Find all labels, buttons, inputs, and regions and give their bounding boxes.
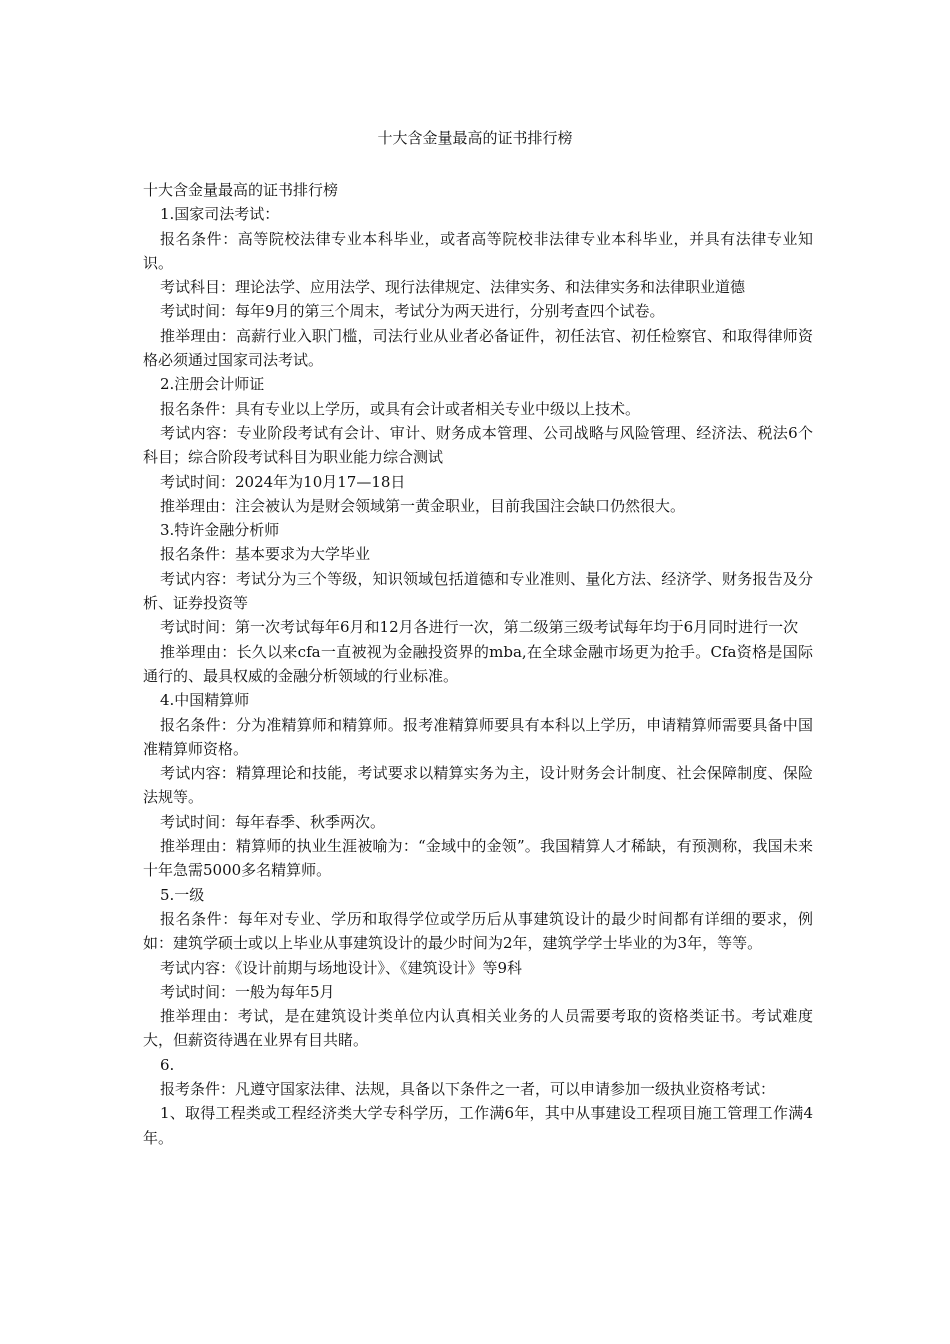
body-paragraph: 考试时间：第一次考试每年6月和12月各进行一次，第二级第三级考试每年均于6月同时进行一次	[160, 618, 799, 637]
body-paragraph: 考试内容：精算理论和技能，考试要求以精算实务为主，设计财务会计制度、社会保障制度、保险法规等。	[143, 764, 813, 807]
body-paragraph: 考试时间：每年春季、秋季两次。	[160, 812, 386, 831]
body-paragraph: 报考条件：凡遵守国家法律、法规，具备以下条件之一者，可以申请参加一级执业资格考试：	[160, 1079, 776, 1098]
body-paragraph: 4.中国精算师	[160, 691, 250, 710]
page-title: 十大含金量最高的证书排行榜	[377, 129, 573, 147]
body-paragraph: 报名条件：每年对专业、学历和取得学位或学历后从事建筑设计的最少时间都有详细的要求，例如：建筑学硕士或以上毕业从事建筑设计的最少时间为2年，建筑学学士毕业的为3年，等等。	[143, 909, 813, 953]
body-paragraph: 报名条件：基本要求为大学毕业	[160, 545, 371, 564]
body-paragraph: 推举理由：精算师的执业生涯被喻为：“金域中的金领”。我国精算人才稀缺，有预测称，我国未来十年急需5000多名精算师。	[143, 837, 813, 880]
body-heading: 十大含金量最高的证书排行榜	[143, 181, 339, 199]
body-paragraph: 2.注册会计师证	[160, 375, 265, 394]
body-paragraph: 1.国家司法考试：	[160, 205, 280, 224]
body-paragraph: 推举理由：长久以来cfa一直被视为金融投资界的mba,在全球金融市场更为抢手。Cfa资格是国际通行的、最具权威的金融分析领域的行业标准。	[143, 642, 813, 685]
body-paragraph: 5.一级	[160, 885, 205, 904]
body-paragraph: 3.特许金融分析师	[160, 521, 280, 540]
body-paragraph: 考试时间：一般为每年5月	[160, 982, 335, 1001]
body-paragraph: 报名条件：高等院校法律专业本科毕业，或者高等院校非法律专业本科毕业，并具有法律专业知识。	[143, 229, 813, 272]
body-paragraph: 报名条件：具有专业以上学历，或具有会计或者相关专业中级以上技术。	[160, 399, 641, 418]
body-paragraph: 推举理由：注会被认为是财会领域第一黄金职业，目前我国注会缺口仍然很大。	[160, 496, 686, 515]
document-body	[143, 178, 813, 1150]
body-paragraph: 6.	[160, 1055, 175, 1074]
body-paragraph: 考试内容：专业阶段考试有会计、审计、财务成本管理、公司战略与风险管理、经济法、税法6个科目；综合阶段考试科目为职业能力综合测试	[143, 423, 813, 467]
body-paragraph: 报名条件：分为准精算师和精算师。报考准精算师要具有本科以上学历，申请精算师需要具备中国准精算师资格。	[143, 715, 813, 758]
body-paragraph: 1、取得工程类或工程经济类大学专科学历，工作满6年，其中从事建设工程项目施工管理工作满4年。	[143, 1104, 813, 1147]
body-paragraph: 推举理由：考试，是在建筑设计类单位内认真相关业务的人员需要考取的资格类证书。考试难度大，但薪资待遇在业界有目共睹。	[143, 1007, 813, 1050]
body-paragraph: 推举理由：高薪行业入职门槛，司法行业从业者必备证件，初任法官、初任检察官、和取得律师资格必须通过国家司法考试。	[143, 326, 813, 370]
body-paragraph: 考试时间：每年9月的第三个周末，考试分为两天进行，分别考查四个试卷。	[160, 302, 665, 321]
body-paragraph: 考试科目：理论法学、应用法学、现行法律规定、法律实务、和法律实务和法律职业道德	[160, 278, 746, 297]
body-paragraph: 考试时间：2024年为10月17—18日	[160, 472, 406, 491]
body-paragraph: 考试内容：考试分为三个等级，知识领域包括道德和专业准则、量化方法、经济学、财务报告及分析、证券投资等	[143, 569, 813, 613]
body-paragraph: 考试内容：《设计前期与场地设计》、《建筑设计》等9科	[160, 958, 523, 977]
